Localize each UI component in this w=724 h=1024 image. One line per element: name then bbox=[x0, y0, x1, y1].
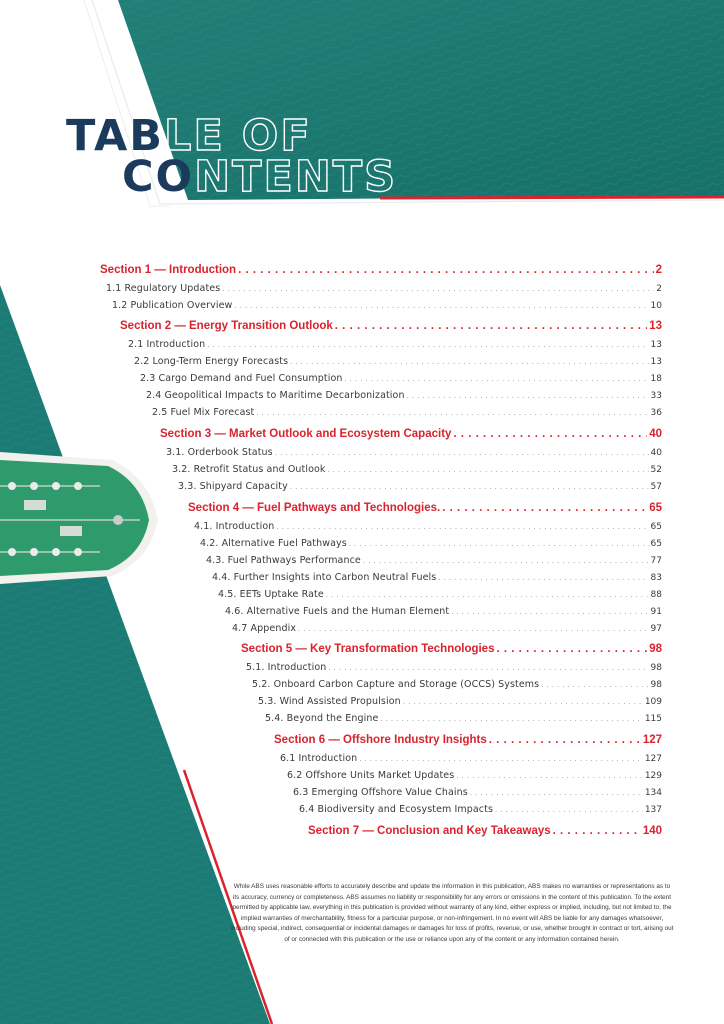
toc-page-number: 127 bbox=[642, 734, 662, 746]
toc-label: Section 1 — Introduction bbox=[100, 264, 237, 276]
toc-entry[interactable] bbox=[212, 572, 662, 586]
toc-entry[interactable] bbox=[206, 555, 662, 569]
toc-page-number: 40 bbox=[649, 428, 662, 440]
toc-leader bbox=[359, 755, 643, 763]
toc-label: 2.5 Fuel Mix Forecast bbox=[152, 407, 255, 418]
toc-leader bbox=[380, 715, 642, 723]
toc-leader bbox=[451, 608, 648, 616]
toc-entry[interactable] bbox=[172, 464, 662, 478]
toc-page-number: 98 bbox=[649, 643, 662, 655]
toc-entry[interactable] bbox=[178, 481, 662, 495]
toc-leader bbox=[456, 772, 643, 780]
toc-page-number: 65 bbox=[650, 539, 662, 549]
toc-label: 4.6. Alternative Fuels and the Human Element bbox=[225, 606, 450, 617]
toc-label: Section 5 — Key Transformation Technologies bbox=[241, 643, 495, 655]
toc-entry[interactable] bbox=[106, 283, 662, 297]
toc-leader bbox=[407, 392, 649, 400]
toc-label: 1.1 Regulatory Updates bbox=[106, 283, 221, 294]
toc-page-number: 13 bbox=[650, 340, 662, 350]
toc-page-number: 129 bbox=[644, 771, 662, 781]
toc-label: 2.3 Cargo Demand and Fuel Consumption bbox=[140, 373, 343, 384]
toc-section-3[interactable] bbox=[160, 428, 662, 444]
toc-label: 6.1 Introduction bbox=[280, 753, 358, 764]
toc-label: 4.4. Further Insights into Carbon Neutral Fuels bbox=[212, 572, 437, 583]
toc-leader bbox=[442, 502, 647, 514]
toc-leader bbox=[275, 449, 649, 457]
toc-page-number: 2 bbox=[656, 284, 662, 294]
toc-label: 5.1. Introduction bbox=[246, 662, 327, 673]
toc-page-number: 57 bbox=[650, 482, 662, 492]
toc-leader bbox=[344, 375, 648, 383]
toc-leader bbox=[470, 789, 643, 797]
toc-section-4[interactable] bbox=[188, 502, 662, 518]
toc-label: 5.3. Wind Assisted Propulsion bbox=[258, 696, 401, 707]
toc-label: 1.2 Publication Overview bbox=[112, 300, 233, 311]
title-dark-part: TAB bbox=[66, 111, 165, 161]
toc-entry[interactable] bbox=[146, 390, 662, 404]
toc-section-2[interactable] bbox=[120, 320, 662, 336]
toc-label: 4.2. Alternative Fuel Pathways bbox=[200, 538, 347, 549]
toc-leader bbox=[290, 483, 649, 491]
toc-leader bbox=[489, 734, 641, 746]
toc-page-number: 65 bbox=[649, 502, 662, 514]
toc-entry[interactable] bbox=[265, 713, 662, 727]
toc-page-number: 10 bbox=[650, 301, 662, 311]
toc-page-number: 65 bbox=[650, 522, 662, 532]
toc-label: 3.3. Shipyard Capacity bbox=[178, 481, 288, 492]
toc-leader bbox=[453, 428, 647, 440]
toc-label: Section 6 — Offshore Industry Insights bbox=[274, 734, 487, 746]
toc-leader bbox=[496, 643, 647, 655]
toc-leader bbox=[276, 523, 648, 531]
toc-page-number: 13 bbox=[650, 357, 662, 367]
toc-entry[interactable] bbox=[140, 373, 662, 387]
toc-page-number: 18 bbox=[650, 374, 662, 384]
toc-leader bbox=[363, 557, 649, 565]
toc-section-5[interactable] bbox=[241, 643, 662, 659]
toc-leader bbox=[290, 358, 648, 366]
toc-label: 3.2. Retrofit Status and Outlook bbox=[172, 464, 326, 475]
toc-page-number: 97 bbox=[650, 624, 662, 634]
toc-label: Section 7 — Conclusion and Key Takeaways bbox=[308, 825, 551, 837]
toc-entry[interactable] bbox=[299, 804, 662, 818]
toc-leader bbox=[222, 285, 654, 293]
toc-label: Section 2 — Energy Transition Outlook bbox=[120, 320, 333, 332]
toc-entry[interactable] bbox=[134, 356, 662, 370]
toc-entry[interactable] bbox=[200, 538, 662, 552]
toc-section-1[interactable] bbox=[100, 264, 662, 280]
toc-entry[interactable] bbox=[128, 339, 662, 353]
toc-section-6[interactable] bbox=[274, 734, 662, 750]
toc-leader bbox=[234, 302, 648, 310]
toc-label: 5.2. Onboard Carbon Capture and Storage (OCCS) Systems bbox=[252, 679, 540, 690]
toc-entry[interactable] bbox=[293, 787, 662, 801]
toc-entry[interactable] bbox=[258, 696, 662, 710]
toc-label: Section 3 — Market Outlook and Ecosystem Capacity bbox=[160, 428, 452, 440]
toc-label: 6.3 Emerging Offshore Value Chains bbox=[293, 787, 468, 798]
toc-page-number: 52 bbox=[650, 465, 662, 475]
toc-entry[interactable] bbox=[287, 770, 662, 784]
toc-label: 4.5. EETs Uptake Rate bbox=[218, 589, 324, 600]
toc-page-number: 137 bbox=[644, 805, 662, 815]
toc-leader bbox=[256, 409, 648, 417]
toc-page-number: 134 bbox=[644, 788, 662, 798]
toc-label: 5.4. Beyond the Engine bbox=[265, 713, 379, 724]
toc-leader bbox=[328, 664, 648, 672]
toc-page-number: 2 bbox=[655, 264, 662, 276]
toc-page-number: 91 bbox=[650, 607, 662, 617]
toc-entry[interactable] bbox=[166, 447, 662, 461]
toc-entry[interactable] bbox=[280, 753, 662, 767]
toc-entry[interactable] bbox=[112, 300, 662, 314]
toc-page-number: 127 bbox=[644, 754, 662, 764]
toc-entry[interactable] bbox=[225, 606, 662, 620]
toc-page-number: 33 bbox=[650, 391, 662, 401]
page-title-line2 bbox=[122, 152, 398, 202]
toc-page-number: 98 bbox=[650, 663, 662, 673]
toc-label: 2.1 Introduction bbox=[128, 339, 206, 350]
toc-entry[interactable] bbox=[152, 407, 662, 421]
toc-label: 2.4 Geopolitical Impacts to Maritime Decarbonization bbox=[146, 390, 405, 401]
toc-page-number: 88 bbox=[650, 590, 662, 600]
ship-image bbox=[0, 452, 165, 584]
toc-entry[interactable] bbox=[252, 679, 662, 693]
toc-leader bbox=[207, 341, 648, 349]
toc-leader bbox=[298, 625, 649, 633]
toc-label: 4.3. Fuel Pathways Performance bbox=[206, 555, 361, 566]
toc-label: 4.1. Introduction bbox=[194, 521, 275, 532]
toc-leader bbox=[326, 591, 649, 599]
toc-leader bbox=[328, 466, 649, 474]
toc-entry[interactable] bbox=[218, 589, 662, 603]
title-outline-part: LE OF bbox=[164, 111, 312, 161]
toc-label: 6.4 Biodiversity and Ecosystem Impacts bbox=[299, 804, 493, 815]
toc-section-7[interactable] bbox=[308, 825, 662, 841]
toc-leader bbox=[238, 264, 654, 276]
toc-leader bbox=[403, 698, 643, 706]
toc-leader bbox=[349, 540, 649, 548]
toc-page-number: 109 bbox=[644, 697, 662, 707]
toc-page-number: 13 bbox=[649, 320, 662, 332]
toc-label: 4.7 Appendix bbox=[232, 623, 297, 634]
toc-page-number: 115 bbox=[644, 714, 662, 724]
toc-label: 3.1. Orderbook Status bbox=[166, 447, 273, 458]
toc-entry[interactable] bbox=[232, 623, 662, 637]
toc-leader bbox=[541, 681, 648, 689]
toc-leader bbox=[553, 825, 641, 837]
top-red-rule bbox=[380, 197, 724, 198]
toc-page-number: 83 bbox=[650, 573, 662, 583]
toc-page-number: 77 bbox=[650, 556, 662, 566]
toc-leader bbox=[335, 320, 647, 332]
title-dark-part: CO bbox=[122, 152, 195, 202]
toc-leader bbox=[438, 574, 648, 582]
toc-page-number: 140 bbox=[642, 825, 662, 837]
toc-entry[interactable] bbox=[246, 662, 662, 676]
toc-label: Section 4 — Fuel Pathways and Technologies. bbox=[188, 502, 441, 514]
disclaimer-text: While ABS uses reasonable efforts to accurately describe and update the information in this publication, ABS makes no warranties or representations as to its accuracy, currency or completeness. ABS assumes no liability or responsibility for any errors or omissions in the content of this publication. To the extent permitted by applicable law, everything in this publication is provided without warranty of any kind, either express or implied, including, but not limited to, the implied warranties of merchantability, fitness for a particular purpose, or non-infringement. In no event will ABS be liable for any damages whatsoever, including special, indirect, consequential or incidental damages or damages for loss of profits, revenue, or use, whether brought in contract or tort, arising out of or connected with this publication or the use or reliance upon any of the content or any information contained herein. bbox=[230, 883, 674, 943]
toc-page-number: 40 bbox=[650, 448, 662, 458]
toc-page-number: 98 bbox=[650, 680, 662, 690]
toc-label: 6.2 Offshore Units Market Updates bbox=[287, 770, 455, 781]
toc-leader bbox=[495, 806, 643, 814]
title-outline-part: NTENTS bbox=[194, 152, 398, 202]
toc-page-number: 36 bbox=[650, 408, 662, 418]
toc-label: 2.2 Long-Term Energy Forecasts bbox=[134, 356, 289, 367]
toc-entry[interactable] bbox=[194, 521, 662, 535]
